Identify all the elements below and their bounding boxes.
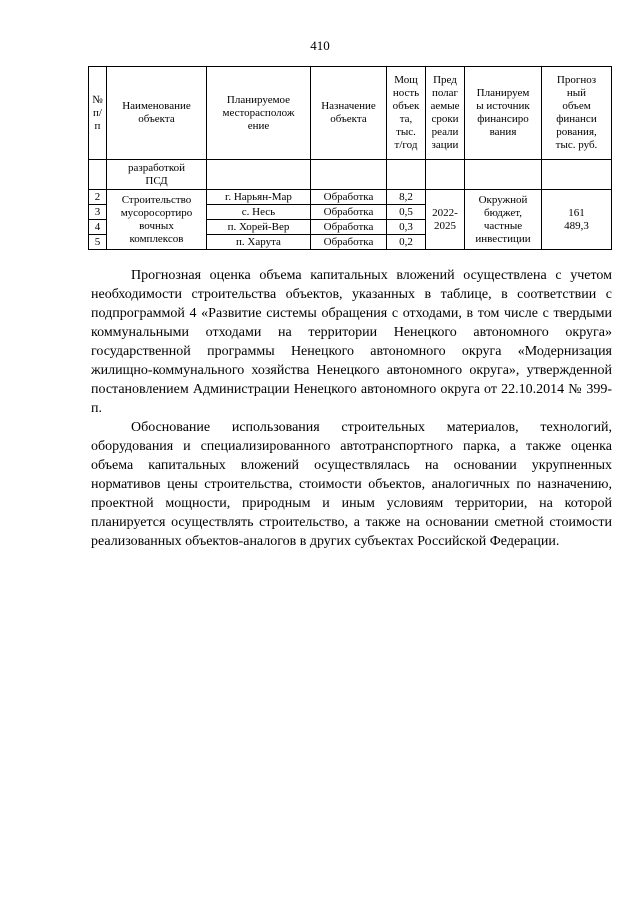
row-number: 4 (89, 220, 107, 235)
body-text (91, 266, 612, 551)
header-cell-period: Пред полаг aемые сроки реали зации (426, 67, 465, 160)
header-cell-location: Планируемое месторасполож ение (207, 67, 311, 160)
row-number: 3 (89, 205, 107, 220)
table-cell-empty (311, 160, 387, 190)
location-cell: п. Харута (207, 235, 311, 250)
period-cell: 2022- 2025 (426, 190, 465, 250)
location-cell: г. Нарьян-Мар (207, 190, 311, 205)
table-row (89, 190, 612, 205)
object-name-cell: Строительство мусоросортиро вочных комплексов (107, 190, 207, 250)
row-number: 2 (89, 190, 107, 205)
capacity-cell: 0,3 (387, 220, 426, 235)
header-cell-number: № п/ п (89, 67, 107, 160)
funding-source-cell: Окружной бюджет, частные инвестиции (465, 190, 542, 250)
table-header-row (89, 67, 612, 160)
objects-table (88, 66, 612, 250)
paragraph-justification: Обоснование использования строительных материалов, технологий, оборудования и специализированного автотранспортного парка, а также оценка объема капитальных вложений осуществлялась на основании укрупненных нормативов цены строительства, стоимости объектов, аналогичных по назначению, проектной мощности, природным и иным условиям территории, на которой планируется осуществлять строительство, а также на основании сметной стоимости реализованных объектов-аналогов в других субъектах Российской Федерации. (91, 420, 612, 549)
header-cell-capacity: Мощ ность объек та, тыс. т/год (387, 67, 426, 160)
purpose-cell: Обработка (311, 220, 387, 235)
paragraph-capital-investment: Прогнозная оценка объема капитальных вложений осуществлена с учетом необходимости строительства объектов, указанных в таблице, в соответствии с подпрограммой 4 «Развитие системы обращения с отходами, в том числе с твердыми коммунальными отходами на территории Ненецкого автономного округа» государственной программы Ненецкого автономного округа «Модернизация жилищно-коммунального хозяйства Ненецкого автономного округа», утвержденной постановлением Администрации Ненецкого автономного округа от 22.10.2014 № 399-п. (91, 268, 612, 416)
table-cell-empty (89, 160, 107, 190)
table-cell-empty (542, 160, 612, 190)
purpose-cell: Обработка (311, 235, 387, 250)
capacity-cell: 0,5 (387, 205, 426, 220)
header-cell-object-name: Наименование объекта (107, 67, 207, 160)
capacity-cell: 8,2 (387, 190, 426, 205)
table-cell-empty (426, 160, 465, 190)
purpose-cell: Обработка (311, 190, 387, 205)
table-cell-empty (465, 160, 542, 190)
location-cell: с. Несь (207, 205, 311, 220)
funding-amount-cell: 161 489,3 (542, 190, 612, 250)
table-cell-empty (207, 160, 311, 190)
location-cell: п. Хорей-Вер (207, 220, 311, 235)
table-cell-empty (387, 160, 426, 190)
page-number: 410 (310, 38, 330, 53)
header-cell-funding-source: Планируем ы источник финансиро вания (465, 67, 542, 160)
capacity-cell: 0,2 (387, 235, 426, 250)
header-cell-purpose: Назначение объекта (311, 67, 387, 160)
row-number: 5 (89, 235, 107, 250)
table-row-continuation (89, 160, 612, 190)
header-cell-funding-amount: Прогноз ный объем финанси рования, тыс. руб. (542, 67, 612, 160)
purpose-cell: Обработка (311, 205, 387, 220)
continuation-cell: разработкой ПСД (107, 160, 207, 190)
